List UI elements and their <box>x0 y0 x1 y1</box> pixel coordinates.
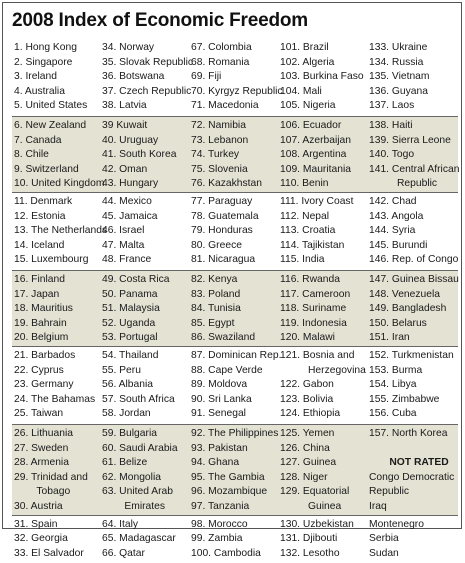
country-entry-continued: Emirates <box>124 500 166 512</box>
country-entry: 126. China <box>280 442 330 454</box>
country-entry: 51. Malaysia <box>102 303 160 315</box>
country-entry: 104. Mali <box>280 85 322 97</box>
country-entry: 80. Greece <box>191 239 242 251</box>
country-entry-continued: Herzegovina <box>308 364 366 376</box>
country-entry: 138. Haiti <box>369 120 413 131</box>
rank-column <box>369 41 430 114</box>
country-entry: 136. Guyana <box>369 85 428 97</box>
rank-column <box>191 427 278 515</box>
country-entry: 17. Japan <box>14 288 60 300</box>
country-entry: 97. Tanzania <box>191 500 250 512</box>
rank-column <box>14 41 87 114</box>
country-entry: 67. Colombia <box>191 42 252 53</box>
country-entry: 89. Moldova <box>191 379 248 391</box>
country-entry: 39 Kuwait <box>102 120 148 131</box>
country-entry: 142. Chad <box>369 196 417 207</box>
not-rated-entry: Republic <box>369 486 410 498</box>
country-entry: 124. Ethiopia <box>280 408 341 420</box>
country-entry: 103. Burkina Faso <box>280 71 364 83</box>
rank-column <box>280 518 354 562</box>
country-entry: 61. Belize <box>102 457 148 469</box>
country-entry: 129. Equatorial <box>280 486 350 498</box>
country-entry: 65. Madagascar <box>102 533 176 545</box>
country-entry: 38. Latvia <box>102 100 147 112</box>
country-entry: 86. Swaziland <box>191 332 256 344</box>
country-entry: 9. Switzerland <box>14 163 79 175</box>
country-entry: 46. Israel <box>102 225 145 237</box>
country-entry: 52. Uganda <box>102 317 156 329</box>
country-entry: 57. South Africa <box>102 393 175 405</box>
country-entry: 33. El Salvador <box>14 547 84 559</box>
country-entry: 144. Syria <box>369 225 416 237</box>
country-entry: 107. Azerbaijan <box>280 134 351 146</box>
country-entry: 74. Turkey <box>191 149 240 161</box>
country-entry: 132. Lesotho <box>280 547 340 559</box>
country-entry: 37. Czech Republic <box>102 85 192 97</box>
country-entry: 70. Kyrgyz Republic <box>191 85 283 97</box>
country-entry: 152. Turkmenistan <box>369 350 454 361</box>
country-entry: 131. Djibouti <box>280 533 338 545</box>
country-entry: Montenegro <box>369 518 424 530</box>
country-entry: 8. Chile <box>14 149 49 161</box>
country-entry: 4. Australia <box>14 85 65 97</box>
country-entry: 24. The Bahamas <box>14 393 96 405</box>
rank-column <box>280 119 351 192</box>
country-entry: 153. Burma <box>369 364 423 376</box>
rank-column <box>280 195 353 268</box>
country-entry: 141. Central African <box>369 163 460 175</box>
country-entry: 112. Nepal <box>280 210 330 222</box>
rank-column <box>369 195 458 268</box>
country-entry: 47. Malta <box>102 239 145 251</box>
rank-column <box>14 195 107 268</box>
country-entry: 123. Bolivia <box>280 393 334 405</box>
country-entry: 149. Bangladesh <box>369 303 447 315</box>
country-entry-continued: Republic <box>397 178 438 190</box>
rank-column <box>280 349 366 422</box>
rank-column <box>102 41 193 114</box>
page-title: 2008 Index of Economic Freedom <box>12 10 308 31</box>
rank-column <box>191 41 283 114</box>
country-entry: 121. Bosnia and <box>280 350 355 361</box>
country-entry: 1. Hong Kong <box>14 42 77 53</box>
country-entry: 84. Tunisia <box>191 303 241 315</box>
country-entry: 96. Mozambique <box>191 486 268 498</box>
rank-column <box>280 273 350 346</box>
country-entry: 90. Sri Lanka <box>191 393 252 405</box>
country-entry: 35. Slovak Republic <box>102 56 194 68</box>
country-entry: 58. Jordan <box>102 408 151 420</box>
country-entry: 18. Mauritius <box>14 303 73 315</box>
country-entry: 109. Mauritania <box>280 163 351 175</box>
country-entry: 114. Tajikistan <box>280 239 345 251</box>
rank-band <box>12 424 458 516</box>
rank-column <box>14 518 84 562</box>
country-entry-continued: Guinea <box>308 500 342 512</box>
country-entry: 83. Poland <box>191 288 241 300</box>
country-entry: 36. Botswana <box>102 71 165 83</box>
country-entry: 102. Algeria <box>280 56 335 68</box>
rank-column <box>369 427 465 515</box>
rank-column <box>191 195 259 268</box>
country-entry: Sudan <box>369 547 399 559</box>
country-entry: 94. Ghana <box>191 457 240 469</box>
country-entry: 7. Canada <box>14 134 62 146</box>
country-entry: 118. Suriname <box>280 303 347 315</box>
country-entry: 42. Oman <box>102 163 148 175</box>
country-entry: 2. Singapore <box>14 56 73 68</box>
not-rated-entry: Iraq <box>369 500 387 512</box>
rank-column <box>191 273 255 346</box>
country-entry: Serbia <box>369 533 399 545</box>
country-entry: 29. Trinidad and <box>14 471 88 483</box>
country-entry: 92. The Philippines <box>191 428 279 439</box>
country-entry: 87. Dominican Rep. <box>191 350 282 361</box>
country-entry: 137. Laos <box>369 100 415 112</box>
country-entry: 117. Cameroon <box>280 288 351 300</box>
country-entry: 60. Saudi Arabia <box>102 442 178 454</box>
rank-column <box>369 518 424 562</box>
country-entry: 69. Fiji <box>191 71 222 83</box>
rank-band <box>12 116 458 193</box>
country-entry: 119. Indonesia <box>280 317 347 329</box>
country-entry: 108. Argentina <box>280 149 347 161</box>
country-entry: 50. Panama <box>102 288 158 300</box>
country-entry: 48. France <box>102 254 152 266</box>
country-entry: 55. Peru <box>102 364 141 376</box>
country-entry: 95. The Gambia <box>191 471 265 483</box>
not-rated-entry: Congo Democratic <box>369 471 455 483</box>
country-entry: 100. Cambodia <box>191 547 261 559</box>
country-entry: 127. Guinea <box>280 457 337 469</box>
country-entry: 27. Sweden <box>14 442 69 454</box>
rank-column <box>191 518 261 562</box>
country-entry: 34. Norway <box>102 42 155 53</box>
country-entry: 147. Guinea Bissau <box>369 274 459 285</box>
country-entry: 13. The Netherlands <box>14 225 108 237</box>
country-entry: 146. Rep. of Congo <box>369 254 459 266</box>
country-entry: 113. Croatia <box>280 225 336 237</box>
country-entry: 79. Honduras <box>191 225 253 237</box>
country-entry: 73. Lebanon <box>191 134 249 146</box>
country-entry: 53. Portugal <box>102 332 158 344</box>
country-entry: 19. Bahrain <box>14 317 67 329</box>
country-entry: 28. Armenia <box>14 457 69 469</box>
country-entry: 78. Guatemala <box>191 210 259 222</box>
rank-column <box>102 518 176 562</box>
country-entry: 30. Austria <box>14 500 63 512</box>
rank-column <box>102 427 178 515</box>
country-entry: 63. United Arab <box>102 486 173 498</box>
country-entry: 134. Russia <box>369 56 424 68</box>
rank-column <box>14 349 95 422</box>
country-entry: 115. India <box>280 254 325 266</box>
country-entry: 43. Hungary <box>102 178 159 190</box>
country-entry: 125. Yemen <box>280 428 335 439</box>
country-entry: 128. Niger <box>280 471 328 483</box>
country-entry: 31. Spain <box>14 518 58 530</box>
country-entry: 15. Luxembourg <box>14 254 89 266</box>
country-entry: 111. Ivory Coast <box>280 196 354 207</box>
country-entry: 14. Iceland <box>14 239 65 251</box>
country-entry: 56. Albania <box>102 379 153 391</box>
country-entry: 148. Venezuela <box>369 288 440 300</box>
country-entry: 88. Cape Verde <box>191 364 263 376</box>
country-entry: 5. United States <box>14 100 88 112</box>
country-entry: 99. Zambia <box>191 533 243 545</box>
country-entry: 20. Belgium <box>14 332 69 344</box>
rank-column <box>369 119 459 192</box>
country-entry: 12. Estonia <box>14 210 66 222</box>
country-entry: 120. Malawi <box>280 332 335 344</box>
spacer <box>369 442 465 457</box>
rank-column <box>191 119 262 192</box>
country-entry: 59. Bulgaria <box>102 428 157 439</box>
country-entry: 11. Denmark <box>14 196 73 207</box>
country-entry: 82. Kenya <box>191 274 238 285</box>
country-entry: 116. Rwanda <box>280 274 340 285</box>
country-entry: 10. United Kingdom <box>14 178 105 190</box>
country-entry: 62. Mongolia <box>102 471 161 483</box>
table-frame <box>2 2 462 559</box>
country-entry-continued: Tobago <box>36 486 71 498</box>
rank-band <box>12 39 458 116</box>
rank-column <box>102 119 176 192</box>
country-entry: 21. Barbados <box>14 350 76 361</box>
rank-column <box>102 195 158 268</box>
rank-column <box>14 427 88 515</box>
country-entry: 133. Ukraine <box>369 42 428 53</box>
country-entry: 41. South Korea <box>102 149 177 161</box>
country-entry: 64. Italy <box>102 518 139 530</box>
rank-column <box>280 41 364 114</box>
country-entry: 150. Belarus <box>369 317 427 329</box>
country-entry: 85. Egypt <box>191 317 235 329</box>
rank-column <box>102 349 175 422</box>
rank-column <box>280 427 349 515</box>
country-entry: 98. Morocco <box>191 518 248 530</box>
country-entry: 72. Namibia <box>191 120 246 131</box>
country-entry: 16. Finland <box>14 274 65 285</box>
rank-column <box>102 273 170 346</box>
country-entry: 156. Cuba <box>369 408 417 420</box>
rank-column <box>14 119 104 192</box>
country-entry: 155. Zimbabwe <box>369 393 440 405</box>
country-entry: 68. Romania <box>191 56 250 68</box>
country-entry: 3. Ireland <box>14 71 57 83</box>
not-rated-heading: NOT RATED <box>389 457 449 469</box>
country-entry: 75. Slovenia <box>191 163 248 175</box>
country-entry: 143. Angola <box>369 210 424 222</box>
rank-band <box>12 516 458 563</box>
country-entry: 81. Nicaragua <box>191 254 256 266</box>
country-entry: 105. Nigeria <box>280 100 336 112</box>
country-entry: 66. Qatar <box>102 547 145 559</box>
country-entry: 130. Uzbekistan <box>280 518 354 530</box>
rankings-table <box>12 39 458 563</box>
country-entry: 139. Sierra Leone <box>369 134 451 146</box>
rank-column <box>14 273 73 346</box>
rank-column <box>369 273 459 346</box>
country-entry: 76. Kazakhstan <box>191 178 262 190</box>
rank-band <box>12 347 458 424</box>
country-entry: 101. Brazil <box>280 42 329 53</box>
country-entry: 6. New Zealand <box>14 120 87 131</box>
country-entry: 25. Taiwan <box>14 408 64 420</box>
country-entry: 44. Mexico <box>102 196 152 207</box>
country-entry: 151. Iran <box>369 332 410 344</box>
country-entry: 40. Uruguay <box>102 134 159 146</box>
country-entry: 93. Pakistan <box>191 442 248 454</box>
country-entry: 122. Gabon <box>280 379 334 391</box>
country-entry: 71. Macedonia <box>191 100 259 112</box>
country-entry: 22. Cyprus <box>14 364 64 376</box>
country-entry: 106. Ecuador <box>280 120 342 131</box>
country-entry: 110. Benin <box>280 178 329 190</box>
country-entry: 77. Paraguay <box>191 196 253 207</box>
country-entry: 23. Germany <box>14 379 74 391</box>
rank-column <box>369 349 454 422</box>
country-entry: 140. Togo <box>369 149 415 161</box>
country-entry: 145. Burundi <box>369 239 428 251</box>
country-entry: 135. Vietnam <box>369 71 430 83</box>
rank-column <box>191 349 281 422</box>
country-entry: 45. Jamaica <box>102 210 158 222</box>
rank-band <box>12 193 458 270</box>
country-entry: 154. Libya <box>369 379 417 391</box>
country-entry: 32. Georgia <box>14 533 68 545</box>
country-entry: 91. Senegal <box>191 408 246 420</box>
country-entry: 49. Costa Rica <box>102 274 170 285</box>
rank-band <box>12 270 458 347</box>
country-entry: 54. Thailand <box>102 350 159 361</box>
country-entry: 157. North Korea <box>369 428 448 439</box>
country-entry: 26. Lithuania <box>14 428 73 439</box>
